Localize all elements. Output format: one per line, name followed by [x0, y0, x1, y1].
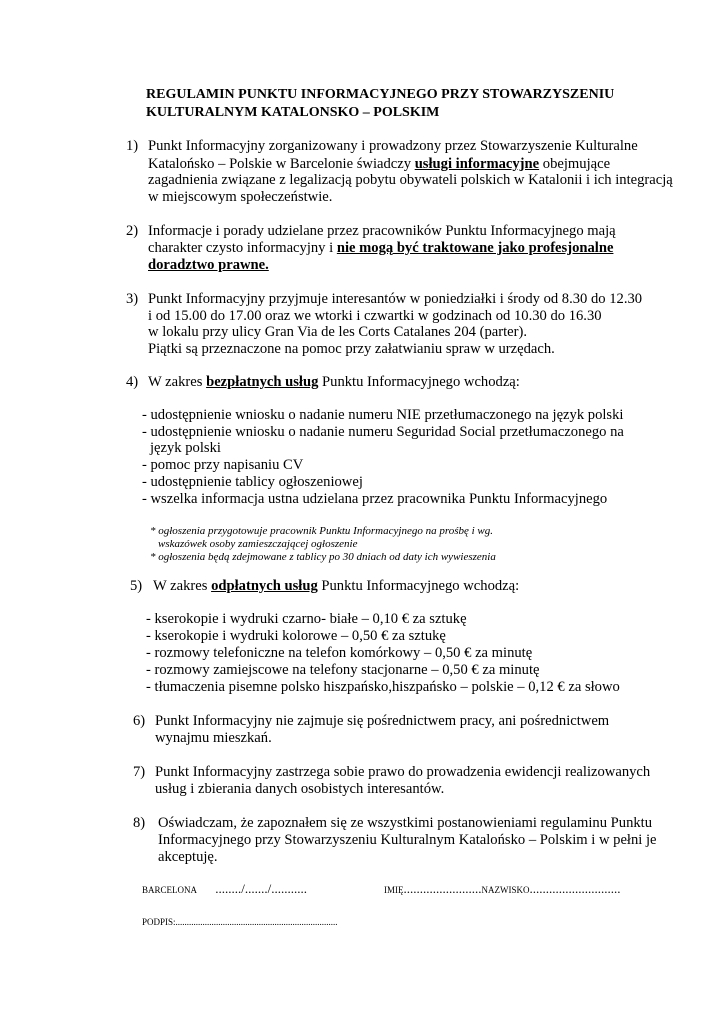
- paragraph-line: w miejscowym społeczeństwie.: [148, 189, 333, 205]
- paragraph-number: 3): [126, 291, 139, 307]
- paragraph-line: Informacje i porady udzielane przez pracowników Punktu Informacyjnego mają: [148, 223, 616, 239]
- price-list-item: - kserokopie i wydruki kolorowe – 0,50 € za sztukę: [146, 628, 446, 644]
- imie-label: IMIĘ: [384, 885, 404, 895]
- paragraph-number: 5): [130, 578, 143, 594]
- footnote: * ogłoszenia przygotowuje pracownik Punktu Informacyjnego na prośbę i wg.: [150, 525, 494, 537]
- paragraph-line: akceptuję.: [158, 849, 218, 865]
- emphasis-text: odpłatnych usług: [211, 578, 318, 594]
- paragraph-line: usług i zbierania danych osobistych interesantów.: [155, 781, 445, 797]
- paragraph-line: w lokalu przy ulicy Gran Via de les Corts Catalanes 204 (parter).: [148, 324, 527, 340]
- price-list-item: - rozmowy telefoniczne na telefon komórkowy – 0,50 € za minutę: [146, 645, 533, 661]
- paragraph-line: wynajmu mieszkań.: [155, 730, 272, 746]
- paragraph-line: Oświadczam, że zapoznałem się ze wszystkimi postanowieniami regulaminu Punktu: [158, 815, 653, 831]
- paragraph-line: Informacyjnego przy Stowarzyszeniu Kulturalnym Katalońsko – Polskim i w pełni je: [158, 832, 657, 848]
- list-item: - wszelka informacja ustna udzielana przez pracownika Punktu Informacyjnego: [142, 491, 608, 507]
- paragraph-number: 8): [133, 815, 146, 831]
- footnote: wskazówek osoby zamieszczającej ogłoszenie: [158, 538, 358, 550]
- paragraph-line: [153, 577, 519, 595]
- list-item: - udostępnienie tablicy ogłoszeniowej: [142, 474, 363, 490]
- paragraph-line: [148, 239, 613, 257]
- podpis-label: PODPIS:: [142, 917, 176, 927]
- text-run: Punktu Informacyjnego wchodzą:: [317, 578, 520, 594]
- imie-dots: ........................: [403, 881, 482, 896]
- nazwisko-dots: ............................: [529, 881, 621, 896]
- paragraph-line: Punkt Informacyjny przyjmuje interesantów w poniedziałki i środy od 8.30 do 12.30: [148, 291, 643, 307]
- document-title-line-1: REGULAMIN PUNKTU INFORMACYJNEGO PRZY STOWARZYSZENIU: [146, 87, 615, 102]
- paragraph-line: zagadnienia związane z legalizacją pobytu obywateli polskich w Katalonii i ich integracją: [148, 172, 673, 188]
- emphasis-text: doradztwo prawne.: [148, 257, 269, 273]
- text-run: Punktu Informacyjnego wchodzą:: [318, 374, 520, 390]
- text-run: obejmujące: [539, 156, 611, 172]
- name-surname-field[interactable]: [384, 880, 621, 899]
- paragraph-line: Punkt Informacyjny zorganizowany i prowadzony przez Stowarzyszenie Kulturalne: [148, 138, 638, 154]
- paragraph-line: Punkt Informacyjny nie zajmuje się pośrednictwem pracy, ani pośrednictwem: [155, 713, 610, 729]
- price-list-item: - kserokopie i wydruki czarno- białe – 0,10 € za sztukę: [146, 611, 467, 627]
- price-list-item: - tłumaczenia pisemne polsko hiszpańsko,hiszpańsko – polskie – 0,12 € za słowo: [146, 679, 620, 695]
- text-run: W zakres: [153, 578, 212, 594]
- paragraph-number: 6): [133, 713, 146, 729]
- paragraph-line: [148, 373, 520, 391]
- date-dots: ......../......./...........: [215, 881, 307, 896]
- paragraph-number: 2): [126, 223, 139, 239]
- footnote: * ogłoszenia będą zdejmowane z tablicy po 30 dniach od daty ich wywieszenia: [150, 551, 496, 563]
- paragraph-line: i od 15.00 do 17.00 oraz we wtorki i czwartki w godzinach od 10.30 do 16.30: [148, 308, 602, 324]
- paragraph-number: 4): [126, 374, 139, 390]
- emphasis-text: bezpłatnych usług: [206, 374, 319, 390]
- text-run: charakter czysto informacyjny i: [148, 240, 337, 256]
- text-run: W zakres: [148, 374, 207, 390]
- price-list-item: - rozmowy zamiejscowe na telefony stacjonarne – 0,50 € za minutę: [146, 662, 540, 678]
- list-item: język polski: [150, 440, 221, 456]
- list-item: - pomoc przy napisaniu CV: [142, 457, 304, 473]
- emphasis-text: usługi informacyjne: [414, 156, 540, 172]
- barcelona-label: BARCELONA: [142, 885, 198, 895]
- podpis-dots: ........................................................................: [175, 917, 338, 927]
- emphasis-text: nie mogą być traktowane jako profesjonalne: [336, 240, 614, 256]
- document-title-line-2: KULTURALNYM KATALONSKO – POLSKIM: [146, 105, 440, 120]
- nazwisko-label: NAZWISKO: [481, 885, 530, 895]
- paragraph-number: 7): [133, 764, 146, 780]
- paragraph-line: Piątki są przeznaczone na pomoc przy załatwianiu spraw w urzędach.: [148, 341, 555, 357]
- list-item: - udostępnienie wniosku o nadanie numeru Seguridad Social przetłumaczonego na: [142, 424, 624, 440]
- signature-field[interactable]: [142, 912, 338, 931]
- text-run: Katalońsko – Polskie w Barcelonie świadczy: [148, 156, 415, 172]
- paragraph-number: 1): [126, 138, 139, 154]
- list-item: - udostępnienie wniosku o nadanie numeru NIE przetłumaczonego na język polski: [142, 407, 624, 423]
- paragraph-line: Punkt Informacyjny zastrzega sobie prawo do prowadzenia ewidencji realizowanych: [155, 764, 651, 780]
- place-date-field[interactable]: [142, 880, 307, 899]
